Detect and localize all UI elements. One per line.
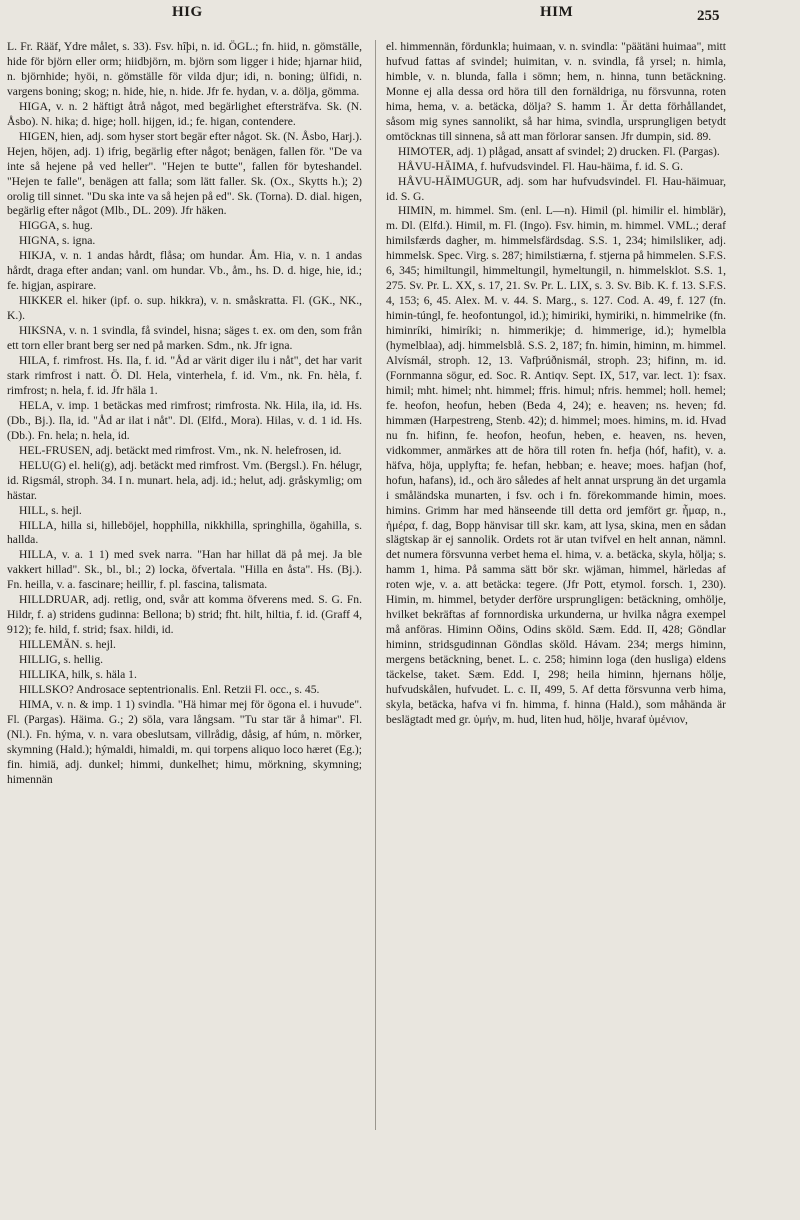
entry-helug: HELU(G) el. heli(g), adj. betäckt med rimfrost. Vm. (Bergsl.). Fn. hélugr, id. Rigsmál, stroph. 34. I n. munart. hela, adj. id.; helut, adj. gråskymlig; om hästar. [7, 458, 362, 502]
column-divider [375, 40, 376, 1130]
entry-hima: HIMA, v. n. & imp. 1 1) svindla. "Hä himar mej för ögona el. i huvude". Fl. (Pargas). Häima. G.; 2) söla, vara långsam. "Tu star tär å himar". Fl. (Nl.). Fn. hýma, v. n. vara obeslutsam, villrådig, dåsig, af húm, n. mörker, skymning (Hald.); hýmaldi, himaldi, m. qui torpens aliquo loco hæret (Eg.); fin. himiä, adj. dunkel; himmi, dunkelhet; himu, mörkning, skymning; himennän [7, 697, 362, 786]
entry-hilla-noun: HILLA, hilla si, hilleböjel, hopphilla, nikkhilla, springhilla, ögahilla, s. hallda. [7, 518, 362, 547]
left-running-head: HIG [172, 4, 203, 20]
right-running-head: HIM [540, 4, 574, 20]
entry-hiksna: HIKSNA, v. n. 1 svindla, få svindel, hisna; säges t. ex. om den, som från ett torn eller brant berg ser ned på marken. Sdm., nk. Jfr igna. [7, 324, 362, 353]
entry-hila: HILA, f. rimfrost. Hs. Ila, f. id. "Åd ar värit diger ilu i nåt", det har varit stark rimfrost i natt. Ö. Dl. Hela, vinterhela, f. id. Vm., nk. Fn. hèla, f. rimfrost; n. hela, f. id. Jfr häla 1. [7, 354, 362, 397]
entry-havu-haimugur: HÅVU-HÄIMUGUR, adj. som har hufvudsvindel. Fl. Hau-häimuar, id. S. G. [386, 174, 726, 203]
entry-hide-continued: L. Fr. Rääf, Ydre målet, s. 33). Fsv. hîþi, n. id. ÖGL.; fn. hiid, n. gömställe, hide för björn eller orm; hiidbjörn, m. björn som ligger i hide; hjarnar hiid, n. björnhide; hyöi, n. gömställe för vilda djur; idi, n. boning; ülfidi, n. vargens boning; skog; n. hide, hie, n. hide. Jfr fe. hydan, v. a. dölja, gömma. [7, 40, 362, 98]
entry-hillika: HILLIKA, hilk, s. häla 1. [19, 668, 137, 682]
entry-hikker: HIKKER el. hiker (ipf. o. sup. hikkra), v. n. småskratta. Fl. (GK., NK., K.). [7, 294, 362, 323]
left-column [7, 40, 362, 788]
page-number: 255 [697, 8, 720, 24]
entry-higen: HIGEN, hien, adj. som hyser stort begär efter något. Sk. (N. Åsbo, Harj.). Hejen, höjen, adj. 1) ifrig, begärlig efter något; benägen, fallen för. "De va inte så hejene på ved heller". "Hejen te butte", fallen för byteshandel. "Hejen te falle", benägen att falla; som lätt faller. Sk. (Ox., Skytts h.); 2) orolig till sinnet. "Du ska inte va så hejen på ed". Sk. (Torna). D. dial. higen, begärlig efter något (Mlb., DL. 209). Jfr häken. [7, 129, 362, 218]
entry-hilla-verb: HILLA, v. a. 1 1) med svek narra. "Han har hillat dä på mej. Ja ble vakkert hillad". Sk., bl., bl.; 2) locka, öfvertala. "Hilla en åsta". Hs. (Bj.). Fn. heilla, v. a. fascinare; heillir, f. pl. fascina, talismata. [7, 548, 362, 592]
entry-hima-continued: el. himmennän, fördunkla; huimaan, v. n. svindla: "päätäni huimaa", mitt hufvud fattas af svindel; huimitan, v. n. svindla, få yrsel; n. himla, himble, v. n. blunda, falla i sömn; hem, n. hinna, tunn betäckning. Monne ej alla dessa ord höra till den fornäldriga, nu försvunna, roten hima, hema, v. a. betäcka, dölja? S. hamm 1. Är detta förhållandet, såsom mig synes sannolikt, så har hima, svindla, ursprungligen betydt omtöcknas till sinnena, så att man förlorar sansen. Jfr dumpin, sid. 89. [386, 40, 726, 143]
entry-hillig: HILLIG, s. hellig. [19, 653, 104, 667]
entry-higa: HIGA, v. n. 2 häftigt åtrå något, med begärlighet eftersträfva. Sk. (N. Åsbo). N. hika; d. hige; holl. hijgen, id.; fe. higan, contendere. [7, 99, 362, 128]
entry-higga: HIGGA, s. hug. [19, 219, 93, 233]
entry-hill: HILL, s. hejl. [19, 503, 82, 517]
entry-hillsko: HILLSKO? Androsace septentrionalis. Enl. Retzii Fl. occ., s. 45. [19, 682, 320, 696]
entry-himin: HIMIN, m. himmel. Sm. (enl. L—n). Himil (pl. himilir el. himblär), m. Dl. (Elfd.). Himil, m. Fl. (Ingo). Fsv. himin, m. himmel. VML.; deraf himilsfærds dagher, m. himmelsfärdsdag. S.S. 1, 234; himilsliker, adj. himmelsk. Spec. Virg. s. 287; himilstiærna, f. stjerna på himmelen. S.F.S. 6, 345; himiltungil, himmeltungil, hymeltungil, n. himmelsklot. S.S. 1, 275. Sv. Pr. L. XX, s. 17, 21. Sv. Pr. L. LIX, s. 3. Sv. Bib. K. f. 13. S.F.S. 4, 153; 6, 45. Alex. M. v. 44. S. Marg., s. 127. Cod. A. 49, f. 127 (fn. himin-túngl, fe. heofontungol, id.); himiriki, hymiriki, n. himmelrike (fn. himinríki, himiríki; n. himmerikje; d. himmerige, id.); hymelbla (hymelblaa), adj. himmelsblå. S.S. 2, 187; fn. himin, himinn, m. himmel. Alvísmál, stroph. 12, 13. Vafþrúðnismál, stroph. 23; hifinn, m. id. (Fornmanna sögur, ed. Soc. R. Antiqv. Sept. IX, 517, var. lect. 1): fsax. himil; mht. himel; nht. himmel; ffris. himul; nfris. hemmel; holl. hemel; fe. heofon, heofun, heben (Beda 4, 24); e. heaven; ns. heven; fd. himmæn (Harpestreng, Stenb. 42); d. himmel; moes. himins, m. id. Hvad nu fn. hifinn, fe. heofon, heofun, heben, e. heaven, ns. heven, vidkommer, anmärkes att de höra till roten fn. hefja (hóf, hafit), v. a. häfva, höja, upplyfta; fe. hefan, hebban; e. heave; moes. hafjan (hof, hofun, hafans), id., och äro således af helt annat ursprung än det urgamla i småländska munarten, i fsv. och i fn. förekommande himin, moes. himins. Grimm har med hänseende till detta ord jemfört gr. ἦμαρ, n., ἡμέρα, f. dag, Bopp hänvisar till skr. kam, att lysa, skina, men en sådan slägtskap är ej sannolik. Ordets rot är utan tvifvel en helt annan, nämnl. det numera försvunna verbet hema el. hima, v. a. betäcka, skyla, hölja; s. hamm 1, hima. På samma sätt bör skr. wjäman, himmel, härledas af roten wje, v. a. att betäcka: tegere. (Jfr Pott, etymol. forsch. 1, 230). Himin, m. himmel, betyder derföre ursprungligen: betäckning, omhölje, hvilket bekräftas af fornnordiska urkunderna, ur hvilka några exempel må anföras. Himinn Oðins, Odins sköld. Sæm. Edd. II, 428; Göndlar himinn, stridsgudinnan Göndlas sköld. Hávam. 234; mergs himinn, mergens betäckning, benet. L. c. 258; himinn loga (den husliga) eldens täckelse, taket. Sæm. Edd. I, 298; heila himinn, hjernans hölje, hufvudskålen, hufvudet. L. c. II, 499, 5. Af detta försvunna verb hima, skyla, betäcka, hafva vi fn. himma, f. hinna (Hald.), som måhända är beslägtadt med gr. ὑμήν, m. hud, liten hud, hölje, hvaraf ὑμένιον, [386, 204, 726, 726]
entry-himoter: HIMOTER, adj. 1) plågad, ansatt af svindel; 2) drucken. Fl. (Pargas). [398, 144, 720, 158]
entry-hela: HELA, v. imp. 1 betäckas med rimfrost; rimfrosta. Nk. Hila, ila, id. Hs. (Db., Bj.). Ila, id. "Åd ar ilat i nåt". Dl. (Elfd., Mora). Hilas, v. d. 1 id. Hs. (Db.). Fn. hela; n. hela, id. [7, 398, 362, 442]
entry-higna: HIGNA, s. igna. [19, 234, 96, 248]
entry-hikja: HIKJA, v. n. 1 andas hårdt, flåsa; om hundar. Åm. Hia, v. n. 1 andas hårdt, draga efter andan; vanl. om hundar. Vb., åm., hs. D. d. hige, hie, id.; fe. higjan, aspirare. [7, 249, 362, 293]
entry-hel-frusen: HEL-FRUSEN, adj. betäckt med rimfrost. Vm., nk. N. helefrosen, id. [19, 443, 342, 457]
entry-hillemän: HILLEMÄN. s. hejl. [19, 638, 116, 652]
entry-havu-haima: HÅVU-HÄIMA, f. hufvudsvindel. Fl. Hau-häima, f. id. S. G. [398, 159, 683, 173]
right-column [386, 40, 726, 728]
entry-hilldruar: HILLDRUAR, adj. retlig, ond, svår att komma öfverens med. S. G. Fn. Hildr, f. a) stridens gudinna: Bellona; b) strid; fht. hilt, hiltia, f. id. (Graff 4, 912); fe. hild, f. strid; fsax. hildi, id. [7, 593, 362, 637]
